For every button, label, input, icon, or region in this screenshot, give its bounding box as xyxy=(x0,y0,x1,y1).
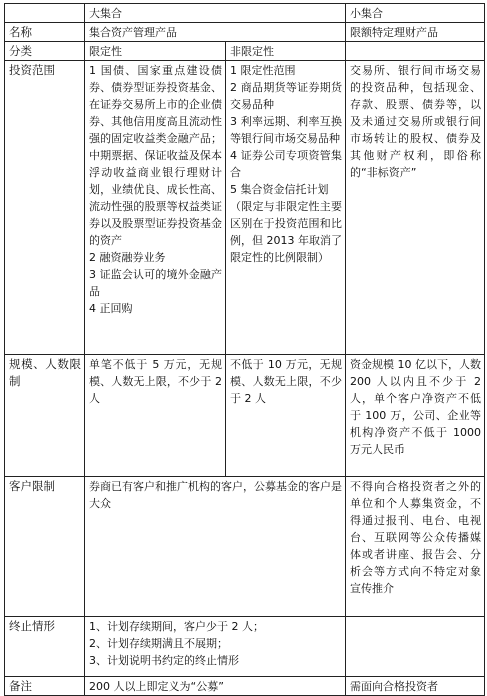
termination-item: 1、计划存续期间，客户少于 2 人； xyxy=(89,620,264,633)
clients-big: 券商已有客户和推广机构的客户，公募基金的客户是大众 xyxy=(85,477,346,617)
scope-unrestricted-item: 2 商品期货等证券期货交易品种 xyxy=(230,81,342,111)
clients-small: 不得向合格投资者之外的单位和个人募集资金，不得通过报刊、电台、电视台、互联网等公众传播媒体或者讲座、报告会、分析会等方式向不特定对象宣传推介 xyxy=(346,477,485,617)
termination-label: 终止情形 xyxy=(5,617,85,677)
name-big: 集合资产管理产品 xyxy=(85,23,346,42)
scope-unrestricted-item: 1 限定性范围 xyxy=(230,64,296,77)
termination-item: 3、计划说明书约定的终止情形 xyxy=(89,654,239,667)
name-row xyxy=(5,23,485,42)
scope-restricted-item: 2 融资融券业务 xyxy=(89,251,166,264)
category-label: 分类 xyxy=(5,42,85,61)
scope-unrestricted-item: 3 利率远期、利率互换等银行间市场交易品种 xyxy=(230,115,342,145)
header-small-group: 小集合 xyxy=(346,4,485,23)
remarks-big: 200 人以上即定义为“公募” xyxy=(85,677,346,696)
termination-small-empty xyxy=(346,617,485,677)
category-unrestricted: 非限定性 xyxy=(226,42,346,61)
scope-restricted-item: 4 正回购 xyxy=(89,302,133,315)
scope-unrestricted xyxy=(226,61,346,355)
category-row xyxy=(5,42,485,61)
category-restricted: 限定性 xyxy=(85,42,226,61)
scope-unrestricted-item: 5 集合资金信托计划 xyxy=(230,183,329,196)
termination-list xyxy=(85,617,346,677)
scale-row xyxy=(5,355,485,477)
scope-unrestricted-item: 4 证券公司专项资管集合 xyxy=(230,149,342,179)
comparison-table xyxy=(4,3,485,696)
clients-row xyxy=(5,477,485,617)
category-small-empty xyxy=(346,42,485,61)
scale-label: 规模、人数限制 xyxy=(5,355,85,477)
name-small: 限额特定理财产品 xyxy=(346,23,485,42)
scope-unrestricted-note: （限定与非限定性主要区别在于投资范围和比例，但 2013 年取消了限定性的比例限制） xyxy=(230,200,342,264)
termination-row xyxy=(5,617,485,677)
scope-restricted xyxy=(85,61,226,355)
scope-row xyxy=(5,61,485,355)
scope-small: 交易所、银行间市场交易的投资品种，包括现金、存款、股票、债券等，以及未通过交易所或银行间市场转让的股权、债券及其他财产权利，即俗称的“非标资产” xyxy=(346,61,485,355)
header-empty-cell xyxy=(5,4,85,23)
clients-label: 客户限制 xyxy=(5,477,85,617)
scale-small: 资金规模 10 亿以下，人数 200 人以内且不少于 2 人，单个客户净资产不低于 100 万，公司、企业等机构净资产不低于 1000 万元人民币 xyxy=(346,355,485,477)
scale-restricted: 单笔不低于 5 万元，无规模、人数无上限，不少于 2 人 xyxy=(85,355,226,477)
remarks-label: 备注 xyxy=(5,677,85,696)
scope-restricted-item: 1 国债、国家重点建设债券、债券型证券投资基金、在证券交易所上市的企业债券、其他信用度高且流动性强的固定收益类金融产品；中期票据、保证收益及保本浮动收益商业银行理财计划，业绩优良、成长性高、流动性强的股票等权益类证券以及股票型证券投资基金的资产 xyxy=(89,64,222,247)
header-row xyxy=(5,4,485,23)
name-label: 名称 xyxy=(5,23,85,42)
termination-item: 2、计划存续期满且不展期； xyxy=(89,637,228,650)
remarks-small: 需面向合格投资者 xyxy=(346,677,485,696)
scope-restricted-item: 3 证监会认可的境外金融产品 xyxy=(89,268,222,298)
scope-label: 投资范围 xyxy=(5,61,85,355)
scale-unrestricted: 不低于 10 万元，无规模、人数无上限，不少于 2 人 xyxy=(226,355,346,477)
remarks-row xyxy=(5,677,485,696)
header-big-group: 大集合 xyxy=(85,4,346,23)
